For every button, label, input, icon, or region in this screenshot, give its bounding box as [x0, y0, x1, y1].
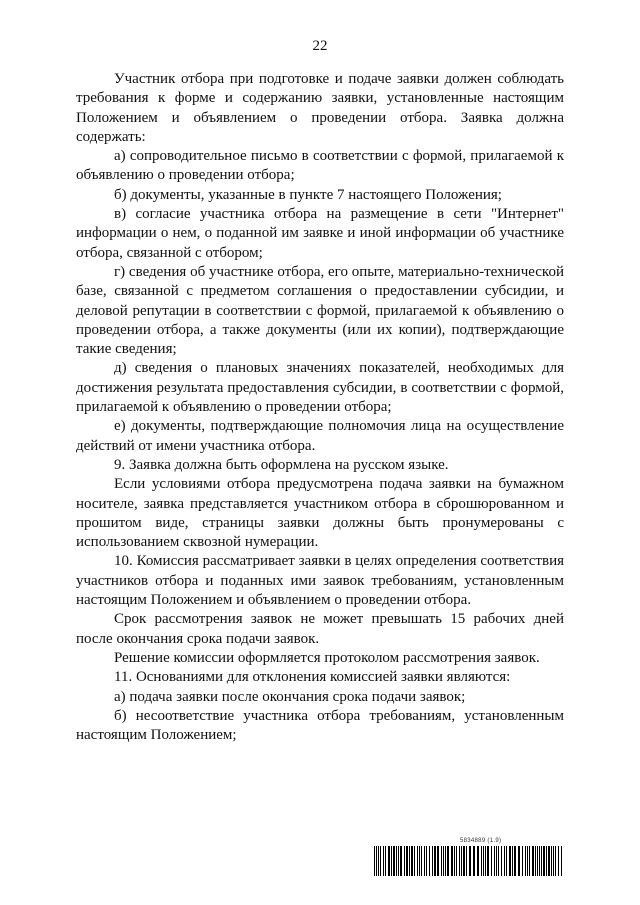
paragraph: д) сведения о плановых значениях показателей, необходимых для достижения результата предоставления субсидии, в соответствии с формой, прилагаемой к объявлению о проведении отбора;: [76, 360, 564, 416]
paragraph: е) документы, подтверждающие полномочия лица на осуществление действий от имени участника отбора.: [76, 418, 564, 454]
document-code-stamp: 5834889 (1.9): [460, 838, 502, 844]
paragraph: Срок рассмотрения заявок не может превышать 15 рабочих дней после окончания срока подачи заявок.: [76, 611, 564, 647]
paragraph: в) согласие участника отбора на размещение в сети "Интернет" информации о нем, о поданной им заявке и иной информации об участнике отбора, связанной с отбором;: [76, 206, 564, 261]
page-number: 22: [312, 38, 328, 54]
paragraph: 11. Основаниями для отклонения комиссией заявки являются:: [114, 669, 511, 686]
paragraph: 9. Заявка должна быть оформлена на русском языке.: [114, 456, 449, 473]
paragraph: а) подача заявки после окончания срока подачи заявок;: [114, 688, 466, 705]
paragraph: б) документы, указанные в пункте 7 настоящего Положения;: [114, 186, 502, 203]
paragraph: Решение комиссии оформляется протоколом рассмотрения заявок.: [114, 649, 540, 666]
paragraph: г) сведения об участнике отбора, его опыте, материально-технической базе, связанной с предметом соглашения о предоставлении субсидии, и деловой репутации в соответствии с формой, прилагаемой к объявлению о проведении отбора, а также документы (или их копии), подтверждающие такие сведения;: [76, 263, 564, 358]
paragraph: а) сопроводительное письмо в соответствии с формой, прилагаемой к объявлению о проведении отбора;: [76, 148, 564, 184]
barcode-icon: [374, 846, 564, 876]
paragraph: Участник отбора при подготовке и подаче заявки должен соблюдать требования к форме и содержанию заявки, установленные настоящим Положением и объявлением о проведении отбора. Заявка должна содержать:: [76, 71, 564, 145]
paragraph: Если условиями отбора предусмотрена подача заявки на бумажном носителе, заявка представляется участником отбора в сброшюрованном и прошитом виде, страницы заявки должны быть пронумерованы с использованием сквозной нумерации.: [76, 476, 564, 551]
document-body: [76, 70, 564, 745]
paragraph: б) несоответствие участника отбора требованиям, установленным настоящим Положением;: [76, 707, 564, 744]
paragraph: 10. Комиссия рассматривает заявки в целях определения соответствия участников отбора и поданных ими заявок требованиям, установленным настоящим Положением и объявлением о проведении отбора.: [76, 553, 564, 609]
